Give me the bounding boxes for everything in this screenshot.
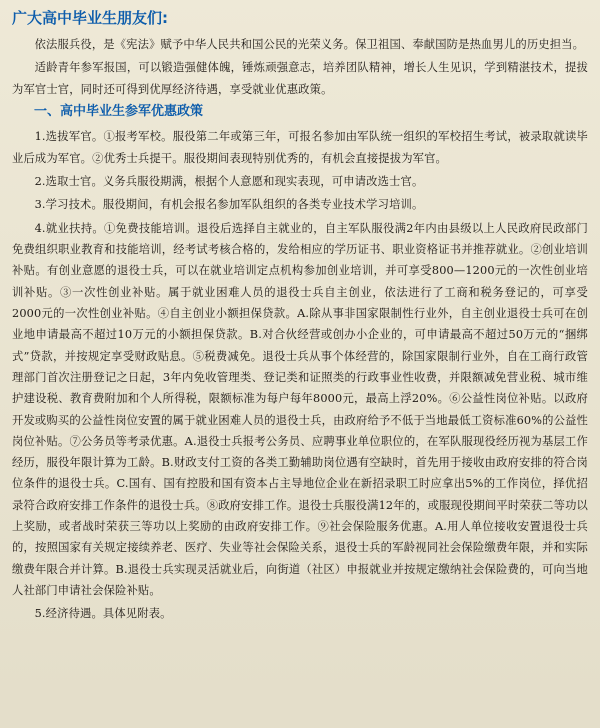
policy-item-skills: 3.学习技术。服役期间，有机会报名参加军队组织的各类专业技术学习培训。 bbox=[34, 198, 424, 212]
document-heading: 广大高中毕业生朋友们: bbox=[12, 9, 168, 27]
policy-item-economic: 5.经济待遇。具体见附表。 bbox=[34, 607, 172, 621]
policy-item-employment: 4.就业扶持。①免费技能培训。退役后选择自主就业的，自主军队服役满2年内由县级以上人民政府民政部门免费组织职业教育和技能培训，经考试考核合格的，发给相应的学历证书、职业资格证书并推荐就业。②创业培训补贴。有创业意愿的退役士兵，可以在就业培训定点机构参加创业培训，并可享受800—1200元的一次性创业培训补贴。③一次性创业补贴。属于就业困难人员的退役士兵自主创业，依法进行了工商和税务登记的，可享受2000元的一次性创业补贴。④自主创业小额担保贷款。A.除从事非国家限制性行业外，自主创业退役士兵可在创业地申请最高不超过10万元的小额担保贷款。B.对合伙经营或创办小企业的，可申请最高不超过50万元的“捆绑式”贷款，并按规定享受财政贴息。⑤税费减免。退役士兵从事个体经营的，除国家限制行业外，自在工商行政管理部门首次注册登记之日起，3年内免收管理类、登记类和证照类的行政事业性收费，并限额减免营业税、城市维护建设税、教育费附加和个人所得税，限额标准为每户每年8000元，最高上浮20%。⑥公益性岗位补贴。以政府开发或购买的公益性岗位安置的属于就业困难人员的退役士兵，由政府给予不低于当地最低工资标准60%的公益性岗位补贴。⑦公务员等考录优惠。A.退役士兵报考公务员、应聘事业单位职位的，在军队服现役经历视为基层工作经历，服役年限计算为工龄。B.财政支付工资的各类工勤辅助岗位遇有空缺时，首先用于接收由政府安排的符合岗位条件的退役士兵。C.国有、国有控股和国有资本占主导地位企业在新招录职工时应拿出5%的工作岗位，择优招录符合政府安排工作条件的退役士兵。⑧政府安排工作。退役士兵服役满12年的，或服现役期间平时荣获二等功以上奖励，或者战时荣获三等功以上奖励的由政府安排工作。⑨社会保险服务优惠。A.用人单位接收安置退役士兵的，按照国家有关规定接续养老、医疗、失业等社会保险关系，退役士兵的军龄视同社会保险缴费年限，并和实际缴费年限合并计算。B.退役士兵实现灵活就业后，向街道（社区）申报就业并按规定缴纳社会保险费的，可向当地人社部门申请社会保险补贴。 bbox=[12, 221, 588, 597]
policy-item-sergeant: 2.选取士官。义务兵服役期满，根据个人意愿和现实表现，可申请改选士官。 bbox=[34, 175, 424, 189]
section-title: 一、高中毕业生参军优惠政策 bbox=[34, 104, 204, 120]
policy-item-officer: 1.选拔军官。①报考军校。服役第二年或第三年，可报名参加由军队统一组织的军校招生考试，被录取就读毕业后成为军官。②优秀士兵提干。服役期间表现特别优秀的，有机会直接提拔为军官。 bbox=[12, 130, 588, 165]
intro-paragraph-1: 依法服兵役，是《宪法》赋予中华人民共和国公民的光荣义务。保卫祖国、奉献国防是热血男儿的历史担当。 bbox=[34, 38, 585, 51]
intro-paragraph-2: 适龄青年参军报国，可以锻造强健体魄，锤炼顽强意志，培养团队精神，增长人生见识，学到精湛技术，提拔为军官士官，同时还可得到优厚经济待遇，享受就业优惠政策。 bbox=[12, 61, 588, 96]
